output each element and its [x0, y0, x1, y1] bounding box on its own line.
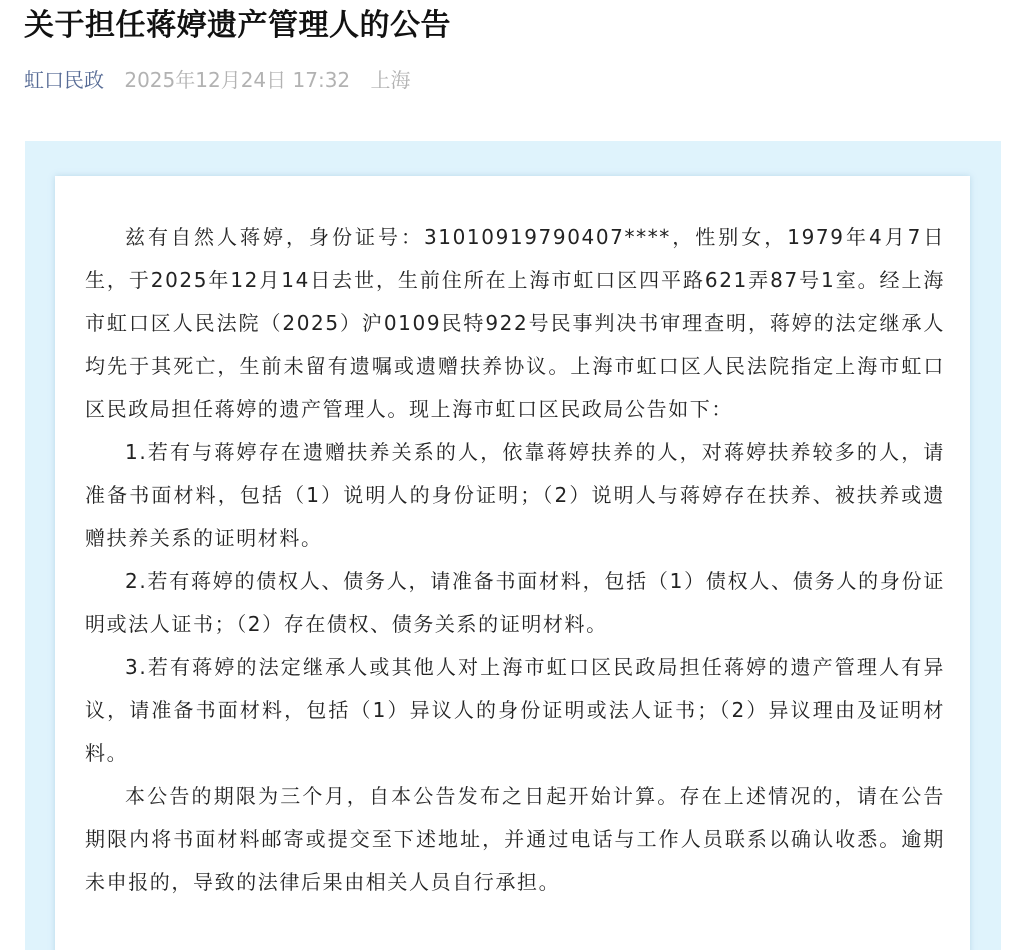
- notice-period-paragraph: 本公告的期限为三个月，自本公告发布之日起开始计算。存在上述情况的，请在公告期限内将书面材料邮寄或提交至下述地址，并通过电话与工作人员联系以确认收悉。逾期未申报的，导致的法律后果由相关人员自行承担。: [85, 784, 945, 894]
- notice-item-3: 3.若有蒋婷的法定继承人或其他人对上海市虹口区民政局担任蒋婷的遗产管理人有异议，请准备书面材料，包括（1）异议人的身份证明或法人证书；（2）异议理由及证明材料。: [85, 655, 945, 765]
- article-meta: [24, 64, 411, 96]
- author-link[interactable]: 虹口民政: [24, 68, 104, 92]
- publish-date: 2025年12月24日 17:32: [124, 68, 351, 92]
- article-title: 关于担任蒋婷遗产管理人的公告: [24, 8, 451, 43]
- publish-location: 上海: [370, 68, 411, 92]
- notice-paper: [55, 176, 970, 950]
- notice-content: [85, 216, 945, 904]
- notice-item-2: 2.若有蒋婷的债权人、债务人，请准备书面材料，包括（1）债权人、债务人的身份证明或法人证书；（2）存在债权、债务关系的证明材料。: [85, 569, 945, 636]
- notice-item-1: 1.若有与蒋婷存在遗赠扶养关系的人，依靠蒋婷扶养的人，对蒋婷扶养较多的人，请准备书面材料，包括（1）说明人的身份证明；（2）说明人与蒋婷存在扶养、被扶养或遗赠扶养关系的证明材料。: [85, 440, 945, 550]
- notice-intro-paragraph: 兹有自然人蒋婷，身份证号：31010919790407****，性别女，1979年4月7日生，于2025年12月14日去世，生前住所在上海市虹口区四平路621弄87号1室。经上海市虹口区人民法院（2025）沪0109民特922号民事判决书审理查明，蒋婷的法定继承人均先于其死亡，生前未留有遗嘱或遗赠扶养协议。上海市虹口区人民法院指定上海市虹口区民政局担任蒋婷的遗产管理人。现上海市虹口区民政局公告如下：: [85, 225, 945, 421]
